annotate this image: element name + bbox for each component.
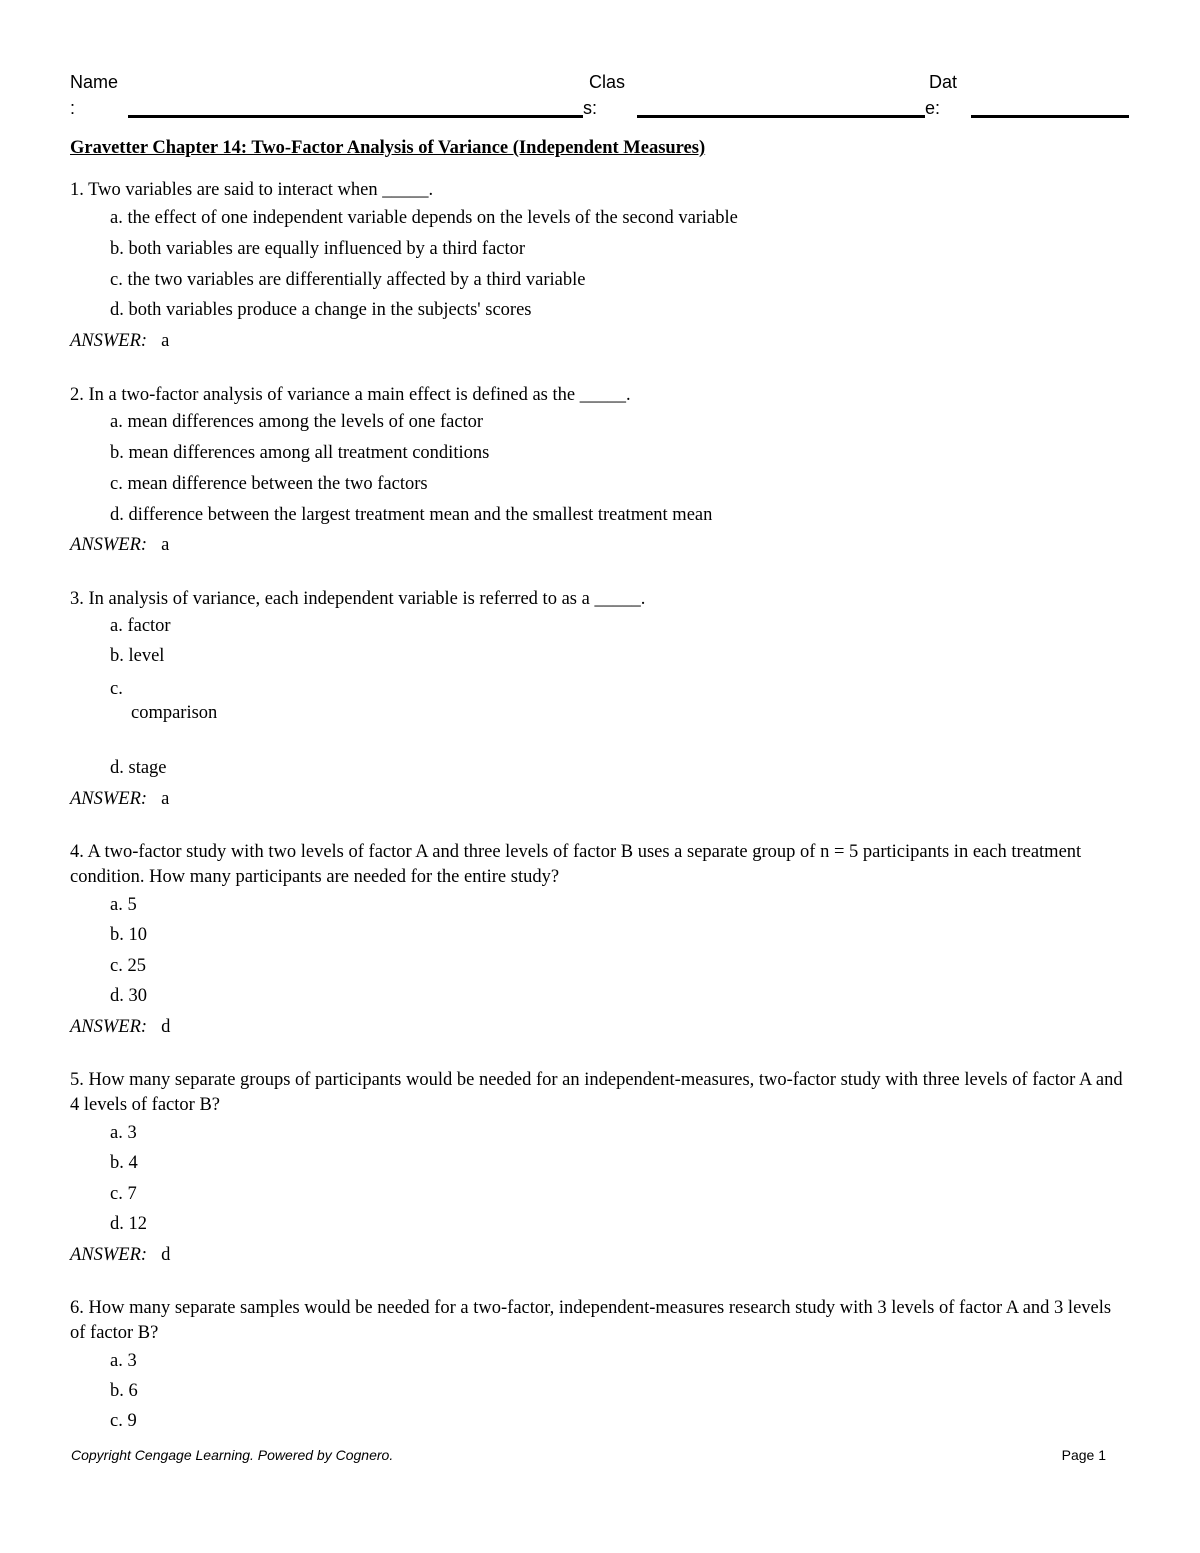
- question-6-option-c: c. 9: [110, 1411, 137, 1431]
- page-number: Page 1: [1061, 1447, 1106, 1463]
- question-6-text: 6. How many separate samples would be needed for a two-factor, independent-measures research study with 3 levels of factor A and 3 levels of factor B?: [70, 1298, 1112, 1343]
- question-3-answer: [70, 787, 169, 812]
- answer-label: ANSWER:: [70, 535, 148, 555]
- question-5-answer: [70, 1243, 170, 1268]
- question-1-option-b: b. both variables are equally influenced by a third factor: [110, 239, 526, 259]
- answer-value: d: [161, 1245, 171, 1265]
- date-label-colon: e:: [925, 98, 941, 118]
- question-2-text: 2. In a two-factor analysis of variance a main effect is defined as the _____.: [70, 385, 631, 405]
- name-label-colon: :: [70, 98, 76, 118]
- date-field-line[interactable]: [971, 115, 1129, 118]
- question-3-option-a: a. factor: [110, 616, 171, 636]
- answer-label: ANSWER:: [70, 331, 148, 351]
- answer-label: ANSWER:: [70, 1017, 148, 1037]
- answer-value: a: [161, 535, 170, 555]
- question-4-text: 4. A two-factor study with two levels of factor A and three levels of factor B uses a separate group of n = 5 participants in each treatment condition. How many participants are needed for the entire study?: [70, 842, 1082, 887]
- question-1-option-c: c. the two variables are differentially affected by a third variable: [110, 270, 586, 290]
- answer-value: d: [161, 1017, 171, 1037]
- question-4-option-b: b. 10: [110, 925, 147, 945]
- option-letter: c.: [110, 679, 123, 699]
- question-1-option-a: a. the effect of one independent variable depends on the levels of the second variable: [110, 208, 738, 228]
- answer-label: ANSWER:: [70, 789, 148, 809]
- question-5-option-a: a. 3: [110, 1123, 137, 1143]
- class-label: Clas: [589, 72, 626, 92]
- question-2-option-d: d. difference between the largest treatment mean and the smallest treatment mean: [110, 505, 713, 525]
- document-title: Gravetter Chapter 14: Two-Factor Analysis of Variance (Independent Measures): [70, 138, 706, 158]
- copyright-notice: Copyright Cengage Learning. Powered by Cognero.: [71, 1447, 394, 1463]
- class-field-line[interactable]: [637, 115, 925, 118]
- question-1-text: 1. Two variables are said to interact when _____.: [70, 180, 434, 200]
- question-6-option-b: b. 6: [110, 1381, 138, 1401]
- question-4-option-a: a. 5: [110, 895, 137, 915]
- question-6-option-a: a. 3: [110, 1351, 137, 1371]
- question-1-option-d: d. both variables produce a change in the subjects' scores: [110, 300, 532, 320]
- question-2-answer: [70, 533, 169, 558]
- question-3-option-b: b. level: [110, 646, 165, 666]
- question-4-option-c: c. 25: [110, 956, 146, 976]
- question-2-option-b: b. mean differences among all treatment conditions: [110, 443, 490, 463]
- question-5-option-b: b. 4: [110, 1153, 138, 1173]
- question-2-option-c: c. mean difference between the two factors: [110, 474, 428, 494]
- class-label-colon: s:: [583, 98, 598, 118]
- question-2-option-a: a. mean differences among the levels of one factor: [110, 412, 484, 432]
- option-text: comparison: [131, 703, 218, 723]
- question-4-answer: [70, 1015, 170, 1040]
- date-label: Dat: [929, 72, 958, 92]
- question-3-text: 3. In analysis of variance, each independent variable is referred to as a _____.: [70, 589, 646, 609]
- question-3-option-d: d. stage: [110, 758, 167, 778]
- question-3-option-c: [110, 677, 231, 725]
- name-field-line[interactable]: [128, 115, 583, 118]
- question-5-text: 5. How many separate groups of participants would be needed for an independent-measures, two-factor study with three levels of factor A and 4 levels of factor B?: [70, 1070, 1123, 1115]
- question-4-option-d: d. 30: [110, 986, 147, 1006]
- name-label: Name: [70, 72, 119, 92]
- question-1-answer: [70, 329, 169, 354]
- question-5-option-c: c. 7: [110, 1184, 137, 1204]
- answer-value: a: [161, 331, 170, 351]
- question-5-option-d: d. 12: [110, 1214, 147, 1234]
- answer-value: a: [161, 789, 170, 809]
- answer-label: ANSWER:: [70, 1245, 148, 1265]
